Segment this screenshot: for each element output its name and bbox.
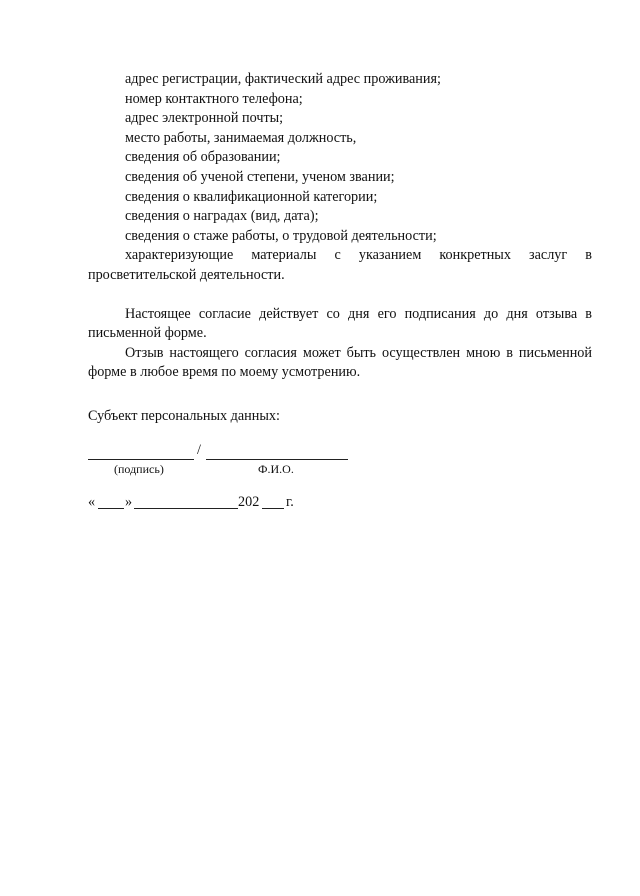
signature-slash: / xyxy=(197,442,201,458)
date-open-quote: « xyxy=(88,494,96,510)
list-item-workplace: место работы, занимаемая должность, xyxy=(125,129,357,146)
full-name-caption: Ф.И.О. xyxy=(258,462,294,476)
subject-label: Субъект персональных данных: xyxy=(88,408,280,424)
year-line[interactable] xyxy=(262,508,284,509)
list-item-qualification: сведения о квалификационной категории; xyxy=(125,188,378,205)
list-item-registration-address: адрес регистрации, фактический адрес проживания; xyxy=(125,71,441,87)
month-line[interactable] xyxy=(134,508,238,509)
paragraph-characterizing: характеризующие материалы с указанием конкретных заслуг в просветительской деятельности. xyxy=(88,247,592,283)
list-item-awards: сведения о наградах (вид, дата); xyxy=(125,208,319,225)
day-line[interactable] xyxy=(98,508,124,509)
list-item-academic-degree: сведения об ученой степени, ученом звании; xyxy=(125,168,395,185)
list-item-email: адрес электронной почты; xyxy=(125,110,284,127)
consent-text xyxy=(88,70,592,383)
year-prefix: 202 xyxy=(238,494,260,510)
signature-line[interactable] xyxy=(88,459,194,460)
date-close-quote: » xyxy=(125,494,133,510)
signature-row xyxy=(88,440,368,480)
paragraph-gap xyxy=(88,286,592,305)
paragraph-revocation: Отзыв настоящего согласия может быть осуществлен мною в письменной форме в любое время по моему усмотрению. xyxy=(88,344,592,381)
list-item-work-experience: сведения о стаже работы, о трудовой деятельности; xyxy=(125,227,437,244)
paragraph-validity: Настоящее согласие действует со дня его подписания до дня отзыва в письменной форме. xyxy=(88,305,592,342)
full-name-line[interactable] xyxy=(206,459,348,460)
signature-caption: (подпись) xyxy=(114,462,164,476)
list-item-education: сведения об образовании; xyxy=(125,149,281,166)
list-item-phone: номер контактного телефона; xyxy=(125,90,303,107)
year-suffix: г. xyxy=(286,494,294,510)
